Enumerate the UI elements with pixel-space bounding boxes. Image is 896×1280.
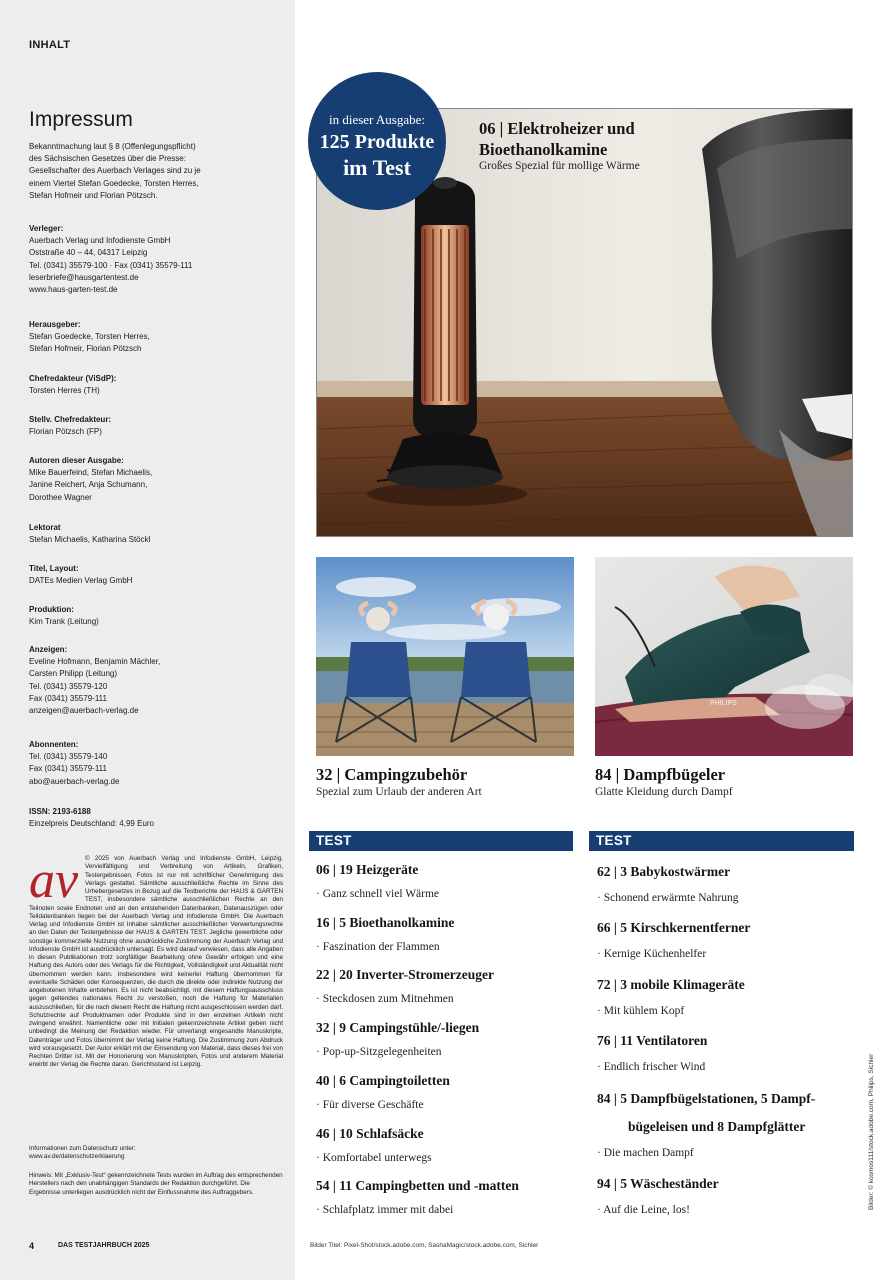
badge-line1: in dieser Ausgabe: bbox=[328, 112, 426, 127]
imp-line: DATEs Medien Verlag GmbH bbox=[29, 576, 133, 586]
toc-item-title[interactable]: 54 | 11 Campingbetten und -matten bbox=[316, 1178, 519, 1193]
imp-line: Stefan Goedecke, Torsten Herres, bbox=[29, 332, 150, 342]
toc-item-title[interactable]: 62 | 3 Babykostwärmer bbox=[597, 864, 731, 879]
imp-block-verleger bbox=[29, 223, 279, 296]
imp-label: Autoren dieser Ausgabe: bbox=[29, 456, 124, 465]
special-iron-title[interactable]: 84 | Dampfbügeler bbox=[595, 765, 726, 784]
publisher-logo bbox=[29, 855, 81, 903]
toc-item-title[interactable]: 06 | 19 Heizgeräte bbox=[316, 862, 419, 877]
iron-brand-label: PHILIPS bbox=[710, 700, 737, 707]
toc-item-subtitle: · Auf die Leine, los! bbox=[597, 1204, 690, 1216]
toc-item-title[interactable]: 66 | 5 Kirschkernentferner bbox=[597, 920, 751, 935]
badge-line2: 125 Produkte bbox=[319, 131, 435, 153]
toc-right bbox=[597, 864, 857, 1224]
imp-line: Mike Bauerfeind, Stefan Michaelis, bbox=[29, 468, 153, 478]
imp-label: Verleger: bbox=[29, 224, 64, 233]
imp-block-issn bbox=[29, 806, 279, 830]
imp-label: Stellv. Chefredakteur: bbox=[29, 415, 112, 424]
imp-line: Tel. (0341) 35579-100 · Fax (0341) 35579-111 bbox=[29, 260, 193, 270]
imp-label: Herausgeber: bbox=[29, 320, 81, 329]
issue-badge bbox=[308, 72, 446, 210]
toc-item-title-cont[interactable]: bügeleisen und 8 Dampfglätter bbox=[628, 1119, 806, 1134]
imp-block-layout bbox=[29, 563, 279, 587]
imp-block-chefredakteur bbox=[29, 373, 279, 397]
impressum-title: Impressum bbox=[29, 108, 133, 131]
imp-block-stellv bbox=[29, 414, 279, 438]
hinweis-text: Hinweis: Mit „Exklusiv-Test“ gekennzeichnete Tests wurden im Auftrag des entsprechenden Herstellers nach den unabhängigen Standards der Redaktion durchgeführt. Die Ergebnisse unterliegen ausdrücklich nicht der Einflussnahme des Auftraggebers. bbox=[29, 1172, 283, 1196]
imp-line: Tel. (0341) 35579-140 bbox=[29, 752, 108, 762]
section-label: INHALT bbox=[29, 39, 71, 51]
imp-line: Stefan Hofmeir, Florian Pötzsch bbox=[29, 344, 142, 354]
imp-label: Abonnenten: bbox=[29, 740, 79, 749]
imp-line: Stefan Michaelis, Katharina Stöckl bbox=[29, 535, 151, 545]
impressum-intro bbox=[29, 141, 269, 202]
imp-label: Anzeigen: bbox=[29, 645, 68, 654]
toc-item-subtitle: · Die machen Dampf bbox=[597, 1147, 694, 1159]
imp-line: Kim Trank (Leitung) bbox=[29, 617, 99, 627]
toc-item-subtitle: · Mit kühlem Kopf bbox=[597, 1005, 685, 1017]
toc-item-subtitle: · Pop-up-Sitzgelegenheiten bbox=[316, 1046, 442, 1058]
imp-line: Florian Pötzsch (FP) bbox=[29, 427, 102, 437]
logo-text: av bbox=[29, 855, 79, 903]
intro-line: Bekanntmachung laut § 8 (Offenlegungspflicht) bbox=[29, 142, 196, 151]
imp-line: Carsten Philipp (Leitung) bbox=[29, 669, 118, 679]
toc-item-title[interactable]: 32 | 9 Campingstühle/-liegen bbox=[316, 1020, 480, 1035]
camping-illustration bbox=[316, 557, 574, 756]
toc-item-subtitle: · Kernige Küchenhelfer bbox=[597, 948, 707, 960]
toc-item-subtitle: · Für diverse Geschäfte bbox=[316, 1099, 424, 1111]
test-header-right: TEST bbox=[589, 831, 854, 851]
special-camping-title[interactable]: 32 | Campingzubehör bbox=[316, 765, 468, 784]
badge-line3: im Test bbox=[343, 155, 411, 180]
datenschutz-link[interactable]: www.av.de/datenschutzerklaerung bbox=[29, 1153, 125, 1161]
datenschutz-line: Informationen zum Datenschutz unter: bbox=[29, 1145, 136, 1152]
imp-line: Einzelpreis Deutschland: 4,99 Euro bbox=[29, 819, 154, 829]
imp-line: Auerbach Verlag und Infodienste GmbH bbox=[29, 236, 171, 246]
imp-line: Tel. (0341) 35579-120 bbox=[29, 681, 108, 691]
toc-item-subtitle: · Komfortabel unterwegs bbox=[316, 1152, 432, 1164]
toc-left bbox=[316, 862, 576, 1222]
imp-line: Oststraße 40 – 44, 04317 Leipzig bbox=[29, 248, 148, 258]
toc-item-title[interactable]: 94 | 5 Wäscheständer bbox=[597, 1176, 719, 1191]
imp-line: Fax (0341) 35579-111 bbox=[29, 693, 107, 703]
toc-item-title[interactable]: 76 | 11 Ventilatoren bbox=[597, 1033, 708, 1048]
iron-photo[interactable] bbox=[595, 557, 853, 756]
imp-line: abo@auerbach-verlag.de bbox=[29, 776, 120, 786]
special-iron-subtitle: Glatte Kleidung durch Dampf bbox=[595, 786, 733, 798]
imp-line: Fax (0341) 35579-111 bbox=[29, 764, 107, 774]
imp-line: www.haus-garten-test.de bbox=[29, 285, 118, 295]
toc-item-subtitle: · Faszination der Flammen bbox=[316, 941, 440, 953]
toc-item-title[interactable]: 84 | 5 Dampfbügelstationen, 5 Dampf- bbox=[597, 1091, 816, 1106]
intro-line: Gesellschafter des Auerbach Verlages sind zu je bbox=[29, 166, 201, 176]
toc-item-subtitle: · Schonend erwärmte Nahrung bbox=[597, 892, 739, 904]
copyright-body: © 2025 von Auerbach Verlag und Infodienste GmbH, Leipzig. Vervielfältigung und Verbreitung von Artikeln, Grafiken, Testergebnissen, Fotos ist nur mit schriftlicher Genehmigung des Verlags gestattet. Sämtliche ausschließliche Rechte im Sinne des Urhebergesetzes in Bezug auf die Testberichte der HAUS & GARTEN TEST, insbesondere sämtliche ausschließlichen Rechte an den Teilnoten sowie Endnoten und an den entstehenden Datenbanken, Datenauszügen oder Teildatenbanken liegen bei der Auerbach Verlag und Infodienste GmbH. Die Auerbach Verlag und Infodienste GmbH ist Inhaber sämtlicher ausschließlicher Verwertungsrechte an den Daten der Testergebnisse der HAUS & GARTEN TEST. Jegliche gewerbliche oder sonstige kommerzielle Nutzung ohne ausdrückliche Zustimmung der Auerbach Verlag und Infodienste GmbH ist ausdrücklich untersagt. Es wird darauf verwiesen, dass alle Angaben in diesen Publikationen trotz sorgfältiger Bearbeitung ohne Gewähr erfolgen und eine Haftung des Autors oder des Verlags für die Richtigkeit, Vollständigkeit und Aktualität nicht übernommen werden kann. Insbesondere wird keinerlei Haftung übernommen für eventuelle Schäden oder Konsequenzen, die durch die direkte oder indirekte Nutzung der angebotenen Inhalte entstehen. Es ist nicht beabsichtigt, mit diesem Haftungsausschluss gegen geltendes nationales Recht zu verstoßen, noch die Haftung für Materialien auszuschließen, für die nach diesem Recht die Haftung nicht ausgeschlossen werden darf. Schutzrechte auf Produktnamen oder Produkte sind in den einzelnen Artikeln nicht zwingend erwähnt. Namentliche oder mit Initialen gekennzeichnete Artikel geben nicht unbedingt die Meinung der Redaktion wieder. Für unverlangt eingesandte Manuskripte, Datenträger und Fotos übernimmt der Verlag keine Haftung. Die Zustimmung zum Abdruck wird vorausgesetzt. Der Autor erklärt mit der Einsendung von Material, dass dieses frei von Rechten Dritter ist. Mit der Honorierung von Manuskripten, Fotos und anderem Material erwirbt der Verlag die Rechte daran. Gerichtsstand ist Leipzig. bbox=[29, 855, 283, 1069]
imp-line: Torsten Herres (TH) bbox=[29, 386, 100, 396]
toc-item-subtitle: · Endlich frischer Wind bbox=[597, 1061, 706, 1073]
special-camping-subtitle: Spezial zum Urlaub der anderen Art bbox=[316, 786, 482, 798]
imp-block-produktion bbox=[29, 604, 279, 628]
toc-item-subtitle: · Steckdosen zum Mitnehmen bbox=[316, 993, 454, 1005]
intro-line: des Sächsischen Gesetzes über die Presse: bbox=[29, 154, 186, 164]
feature-title-line2: Bioethanolkamine bbox=[479, 140, 608, 159]
datenschutz-text bbox=[29, 1145, 283, 1162]
imp-line: Dorothee Wagner bbox=[29, 492, 92, 502]
copyright-text bbox=[29, 855, 283, 1070]
camping-photo[interactable] bbox=[316, 557, 574, 756]
imp-label: Titel, Layout: bbox=[29, 564, 79, 573]
toc-item-title[interactable]: 16 | 5 Bioethanolkamine bbox=[316, 915, 455, 930]
imp-block-lektorat bbox=[29, 522, 279, 546]
toc-item-title[interactable]: 46 | 10 Schlafsäcke bbox=[316, 1126, 424, 1141]
intro-line: Stefan Hofmeir und Florian Pötzsch. bbox=[29, 190, 158, 200]
imp-line: leserbriefe@hausgartentest.de bbox=[29, 272, 139, 282]
test-header-left: TEST bbox=[309, 831, 573, 851]
toc-item-title[interactable]: 40 | 6 Campingtoiletten bbox=[316, 1073, 450, 1088]
imp-block-anzeigen bbox=[29, 644, 279, 717]
imp-block-abonnenten bbox=[29, 739, 279, 788]
imp-label: Produktion: bbox=[29, 605, 74, 614]
publication-name: DAS TESTJAHRBUCH 2025 bbox=[58, 1242, 150, 1249]
toc-item-title[interactable]: 22 | 20 Inverter-Stromerzeuger bbox=[316, 967, 495, 982]
toc-item-title[interactable]: 72 | 3 mobile Klimageräte bbox=[597, 977, 745, 992]
feature-title-line1: 06 | Elektroheizer und bbox=[479, 119, 635, 138]
imp-block-autoren bbox=[29, 455, 279, 504]
page-number: 4 bbox=[29, 1241, 35, 1251]
imp-label: Chefredakteur (ViSdP): bbox=[29, 374, 117, 383]
imp-label: ISSN: 2193-6188 bbox=[29, 807, 91, 816]
imp-line: anzeigen@auerbach-verlag.de bbox=[29, 706, 139, 716]
photo-credits: Bilder Titel: Pixel-Shot/stock.adobe.com, SashaMagic/stock.adobe.com, Sichler bbox=[310, 1242, 539, 1249]
iron-illustration bbox=[595, 557, 853, 756]
imp-block-herausgeber bbox=[29, 319, 279, 356]
imp-label: Lektorat bbox=[29, 523, 61, 532]
feature-subtitle: Großes Spezial für mollige Wärme bbox=[479, 160, 640, 172]
toc-item-subtitle: · Ganz schnell viel Wärme bbox=[316, 888, 440, 900]
toc-item-subtitle: · Schlafplatz immer mit dabei bbox=[316, 1204, 454, 1216]
imp-line: Janine Reichert, Anja Schumann, bbox=[29, 480, 148, 490]
imp-line: Eveline Hofmann, Benjamin Mächler, bbox=[29, 657, 161, 667]
intro-line: einem Viertel Stefan Goedecke, Torsten Herres, bbox=[29, 178, 199, 188]
side-photo-credit: Bilder: © kosmos111/stock.adobe.com, Philips, Sichler bbox=[868, 1053, 875, 1210]
feature-title[interactable] bbox=[479, 118, 729, 160]
